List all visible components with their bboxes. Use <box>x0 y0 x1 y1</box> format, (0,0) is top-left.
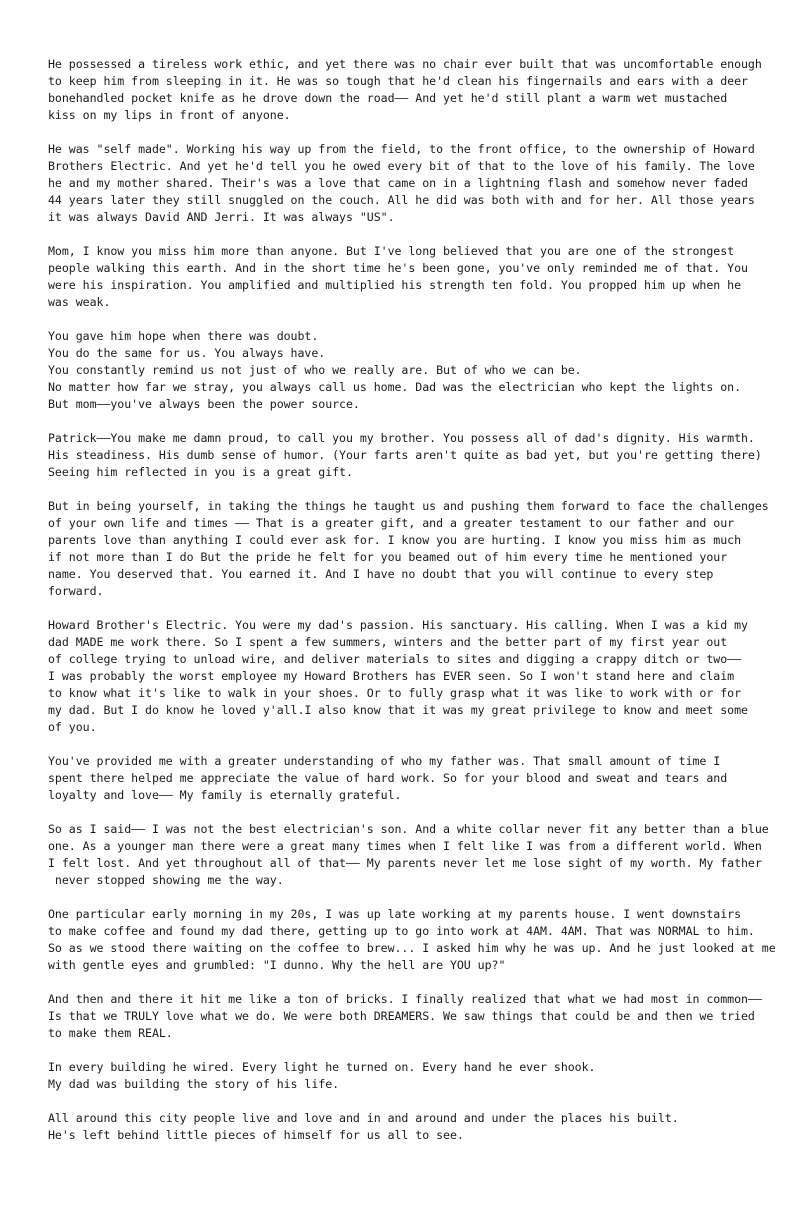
text-line: Howard Brother's Electric. You were my dad's passion. His sanctuary. His calling. When I was a kid my <box>48 618 748 632</box>
text-line: One particular early morning in my 20s, I was up late working at my parents house. I went downstairs <box>48 907 742 921</box>
text-line: He's left behind little pieces of himself for us all to see. <box>48 1128 464 1142</box>
text-line: No matter how far we stray, you always call us home. Dad was the electrician who kept the lights on. <box>48 380 742 394</box>
paragraph <box>48 243 788 311</box>
text-line: He possessed a tireless work ethic, and yet there was no chair ever built that was uncomfortable enough <box>48 57 762 71</box>
text-line: my dad. But I do know he loved y'all.I also know that it was my great privilege to know and meet some <box>48 703 748 717</box>
paragraph <box>48 141 788 226</box>
text-line: You do the same for us. You always have. <box>48 346 326 360</box>
text-line: name. You deserved that. You earned it. And I have no doubt that you will continue to every step <box>48 567 714 581</box>
paragraph <box>48 430 788 481</box>
text-line: You've provided me with a greater understanding of who my father was. That small amount of time I <box>48 754 721 768</box>
text-line: So as we stood there waiting on the coffee to brew... I asked him why he was up. And he just looked at me <box>48 941 776 955</box>
text-line: His steadiness. His dumb sense of humor. (Your farts aren't quite as bad yet, but you're getting there) <box>48 448 762 462</box>
paragraph <box>48 906 788 974</box>
text-line: were his inspiration. You amplified and multiplied his strength ten fold. You propped him up when he <box>48 278 742 292</box>
paragraph <box>48 821 788 889</box>
text-line: In every building he wired. Every light he turned on. Every hand he ever shook. <box>48 1060 596 1074</box>
text-line: with gentle eyes and grumbled: "I dunno. Why the hell are YOU up?" <box>48 958 506 972</box>
text-line: parents love than anything I could ever ask for. I know you are hurting. I know you miss him as much <box>48 533 742 547</box>
text-line: You gave him hope when there was doubt. <box>48 329 319 343</box>
text-line: it was always David AND Jerri. It was always "US". <box>48 210 395 224</box>
text-line: forward. <box>48 584 104 598</box>
text-line: to keep him from sleeping in it. He was so tough that he'd clean his fingernails and ears with a deer <box>48 74 748 88</box>
paragraph <box>48 1110 788 1144</box>
text-line: And then and there it hit me like a ton of bricks. I finally realized that what we had most in common—— <box>48 992 762 1006</box>
text-line: So as I said—— I was not the best electrician's son. And a white collar never fit any better than a blue <box>48 822 769 836</box>
text-line: loyalty and love—— My family is eternally grateful. <box>48 788 402 802</box>
text-line: spent there helped me appreciate the value of hard work. So for your blood and sweat and tears and <box>48 771 728 785</box>
text-line: bonehandled pocket knife as he drove down the road—— And yet he'd still plant a warm wet mustached <box>48 91 728 105</box>
text-line: Is that we TRULY love what we do. We were both DREAMERS. We saw things that could be and then we tried <box>48 1009 755 1023</box>
text-line: 44 years later they still snuggled on the couch. All he did was both with and for her. All those years <box>48 193 755 207</box>
paragraph <box>48 498 788 600</box>
paragraph <box>48 56 788 124</box>
text-line: of college trying to unload wire, and deliver materials to sites and digging a crappy ditch or two—— <box>48 652 742 666</box>
text-line: Seeing him reflected in you is a great gift. <box>48 465 353 479</box>
text-line: people walking this earth. And in the short time he's been gone, you've only reminded me of that. You <box>48 261 748 275</box>
text-line: I felt lost. And yet throughout all of that—— My parents never let me lose sight of my worth. My father <box>48 856 762 870</box>
paragraph <box>48 328 788 413</box>
text-line: He was "self made". Working his way up from the field, to the front office, to the ownership of Howard <box>48 142 755 156</box>
text-line: one. As a younger man there were a great many times when I felt like I was from a different world. When <box>48 839 762 853</box>
text-line: to make them REAL. <box>48 1026 173 1040</box>
paragraph <box>48 753 788 804</box>
text-line: But in being yourself, in taking the things he taught us and pushing them forward to face the challenges <box>48 499 769 513</box>
text-line: dad MADE me work there. So I spent a few summers, winters and the better part of my first year out <box>48 635 728 649</box>
text-line: Brothers Electric. And yet he'd tell you he owed every bit of that to the love of his family. The love <box>48 159 755 173</box>
text-line: I was probably the worst employee my Howard Brothers has EVER seen. So I won't stand here and claim <box>48 669 735 683</box>
text-line: But mom——you've always been the power source. <box>48 397 360 411</box>
paragraph <box>48 991 788 1042</box>
text-line: he and my mother shared. Their's was a love that came on in a lightning flash and somehow never faded <box>48 176 748 190</box>
text-line: Mom, I know you miss him more than anyone. But I've long believed that you are one of the strongest <box>48 244 735 258</box>
text-line: to make coffee and found my dad there, getting up to go into work at 4AM. 4AM. That was NORMAL to him. <box>48 924 755 938</box>
text-line: was weak. <box>48 295 111 309</box>
text-line: My dad was building the story of his life. <box>48 1077 340 1091</box>
text-line: All around this city people live and love and in and around and under the places his built. <box>48 1111 679 1125</box>
text-line: Patrick——You make me damn proud, to call you my brother. You possess all of dad's dignity. His warmth. <box>48 431 755 445</box>
paragraph <box>48 617 788 736</box>
text-line: You constantly remind us not just of who we really are. But of who we can be. <box>48 363 582 377</box>
text-line: of you. <box>48 720 97 734</box>
paragraph <box>48 1059 788 1093</box>
text-line: of your own life and times —— That is a greater gift, and a greater testament to our father and our <box>48 516 735 530</box>
text-line: kiss on my lips in front of anyone. <box>48 108 291 122</box>
text-line: to know what it's like to walk in your shoes. Or to fully grasp what it was like to work with or for <box>48 686 742 700</box>
text-line: if not more than I do But the pride he felt for you beamed out of him every time he mentioned your <box>48 550 728 564</box>
text-line: never stopped showing me the way. <box>48 873 284 887</box>
document-page <box>48 56 788 1161</box>
